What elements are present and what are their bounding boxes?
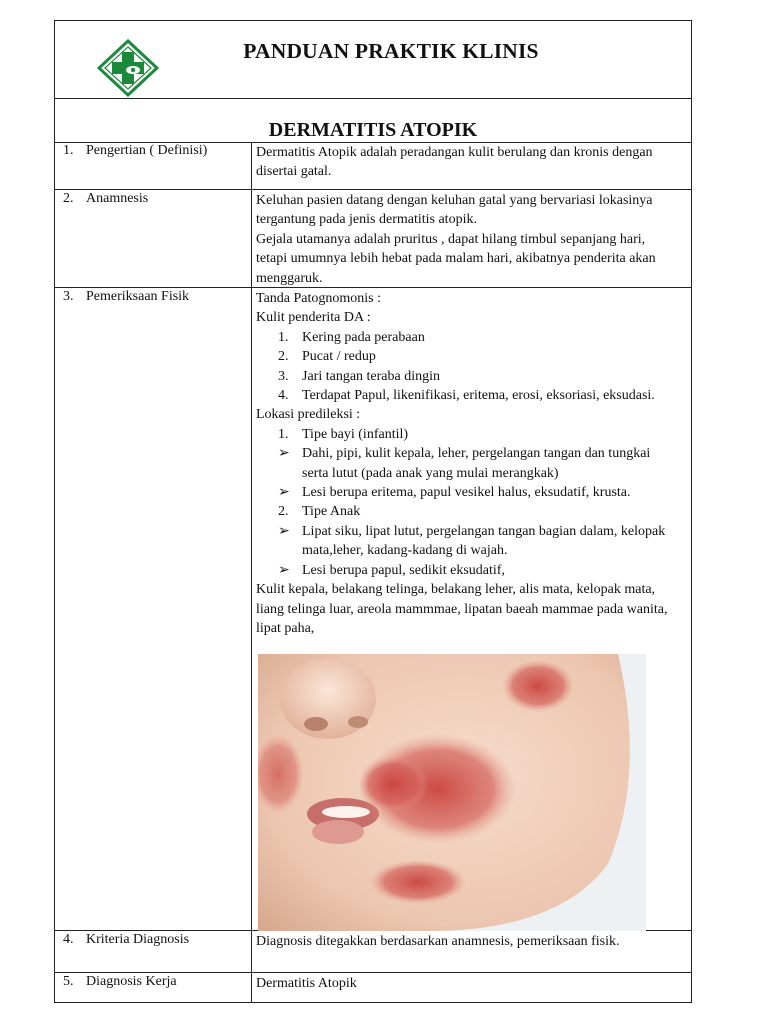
row-number: 5. [63,974,74,989]
section-heading: Lokasi predileksi : [256,407,361,423]
clinical-photo [258,654,646,931]
list-text: Pucat / redup [302,349,376,365]
row-number: 4. [63,932,74,947]
section-heading: Kulit penderita DA : [256,310,371,326]
list-marker: 4. [278,388,289,404]
row-content: Dermatitis Atopik adalah peradangan kulit berulang dan kronis dengan disertai gatal. [256,145,653,180]
list-marker: 1. [278,329,289,345]
row-content: Diagnosis ditegakkan berdasarkan anamnesis, pemeriksaan fisik. [256,934,620,949]
list-text: Lesi berupa papul, sedikit eksudatif, [302,562,505,578]
list-text: Jari tangan teraba dingin [302,368,441,384]
row-label: Diagnosis Kerja [86,974,177,989]
list-text: Tipe Anak [302,504,361,520]
list-text: Lipat siku, lipat lutut, pergelangan tangan bagian dalam, kelopak mata,leher, kadang-kadang di wajah. [302,523,666,559]
document-frame [54,20,692,1003]
page-title: PANDUAN PRAKTIK KLINIS [243,39,539,63]
list-text: Dahi, pipi, kulit kepala, leher, pergelangan tangan dan tungkai serta lutut (pada anak yang mulai merangkak) [302,446,651,481]
table-row-diagnosis-kerja [55,973,691,1003]
row-label: Pengertian ( Definisi) [86,143,208,158]
row-label: Anamnesis [86,191,149,206]
list-marker: 2. [278,349,289,365]
row-content [256,191,676,288]
row-content [256,289,676,638]
row-number: 1. [63,143,74,158]
table-row-anamnesis [55,190,691,288]
list-item [256,386,676,405]
list-item [256,347,676,366]
row-number: 2. [63,191,74,206]
row-label: Kriteria Diagnosis [86,932,190,947]
row-label-cell [55,288,252,930]
paragraph: Keluhan pasien datang dengan keluhan gatal yang bervariasi lokasinya tergantung pada jenis dermatitis atopik. [256,193,653,228]
arrow-bullet-icon: ➢ [278,485,290,501]
row-label: Pemeriksaan Fisik [86,289,190,304]
row-content: Dermatitis Atopik [256,976,357,991]
list-item [256,483,676,502]
paragraph: Kulit kepala, belakang telinga, belakang leher, alis mata, kelopak mata, liang telinga luar, areola mammmae, lipatan baeah mammae pada wanita, lipat paha, [256,582,668,636]
list-marker: 2. [278,504,289,520]
list-text: Kering pada perabaan [302,329,425,345]
list-item [256,502,676,521]
header [55,21,691,99]
paragraph: Gejala utamanya adalah pruritus , dapat hilang timbul sepanjang hari, tetapi umumnya lebih hebat pada malam hari, akibatnya penderita akan menggaruk. [256,231,656,286]
document-title: DERMATITIS ATOPIK [268,119,478,141]
list-item [256,561,676,580]
list-text: Lesi berupa eritema, papul vesikel halus, eksudatif, krusta. [302,485,631,501]
arrow-bullet-icon: ➢ [278,562,290,578]
list-item [256,444,676,483]
arrow-bullet-icon: ➢ [278,446,290,462]
table-row-definisi [55,142,691,190]
row-label-cell [55,931,252,972]
list-marker: 1. [278,426,289,442]
table-row-pemeriksaan-fisik [55,288,691,931]
list-item [256,522,676,561]
row-label-cell [55,190,252,287]
row-label-cell [55,973,252,1003]
list-text: Tipe bayi (infantil) [302,426,409,442]
row-number: 3. [63,289,74,304]
list-item [256,367,676,386]
list-text: Terdapat Papul, likenifikasi, eritema, erosi, eksoriasi, eksudasi. [302,388,655,404]
section-heading: Tanda Patognomonis : [256,291,382,306]
row-label-cell [55,142,252,189]
list-marker: 3. [278,368,289,384]
arrow-bullet-icon: ➢ [278,523,290,539]
list-item [256,328,676,347]
subtitle-bar [55,98,691,143]
table-row-kriteria-diagnosis [55,931,691,973]
list-item [256,425,676,444]
